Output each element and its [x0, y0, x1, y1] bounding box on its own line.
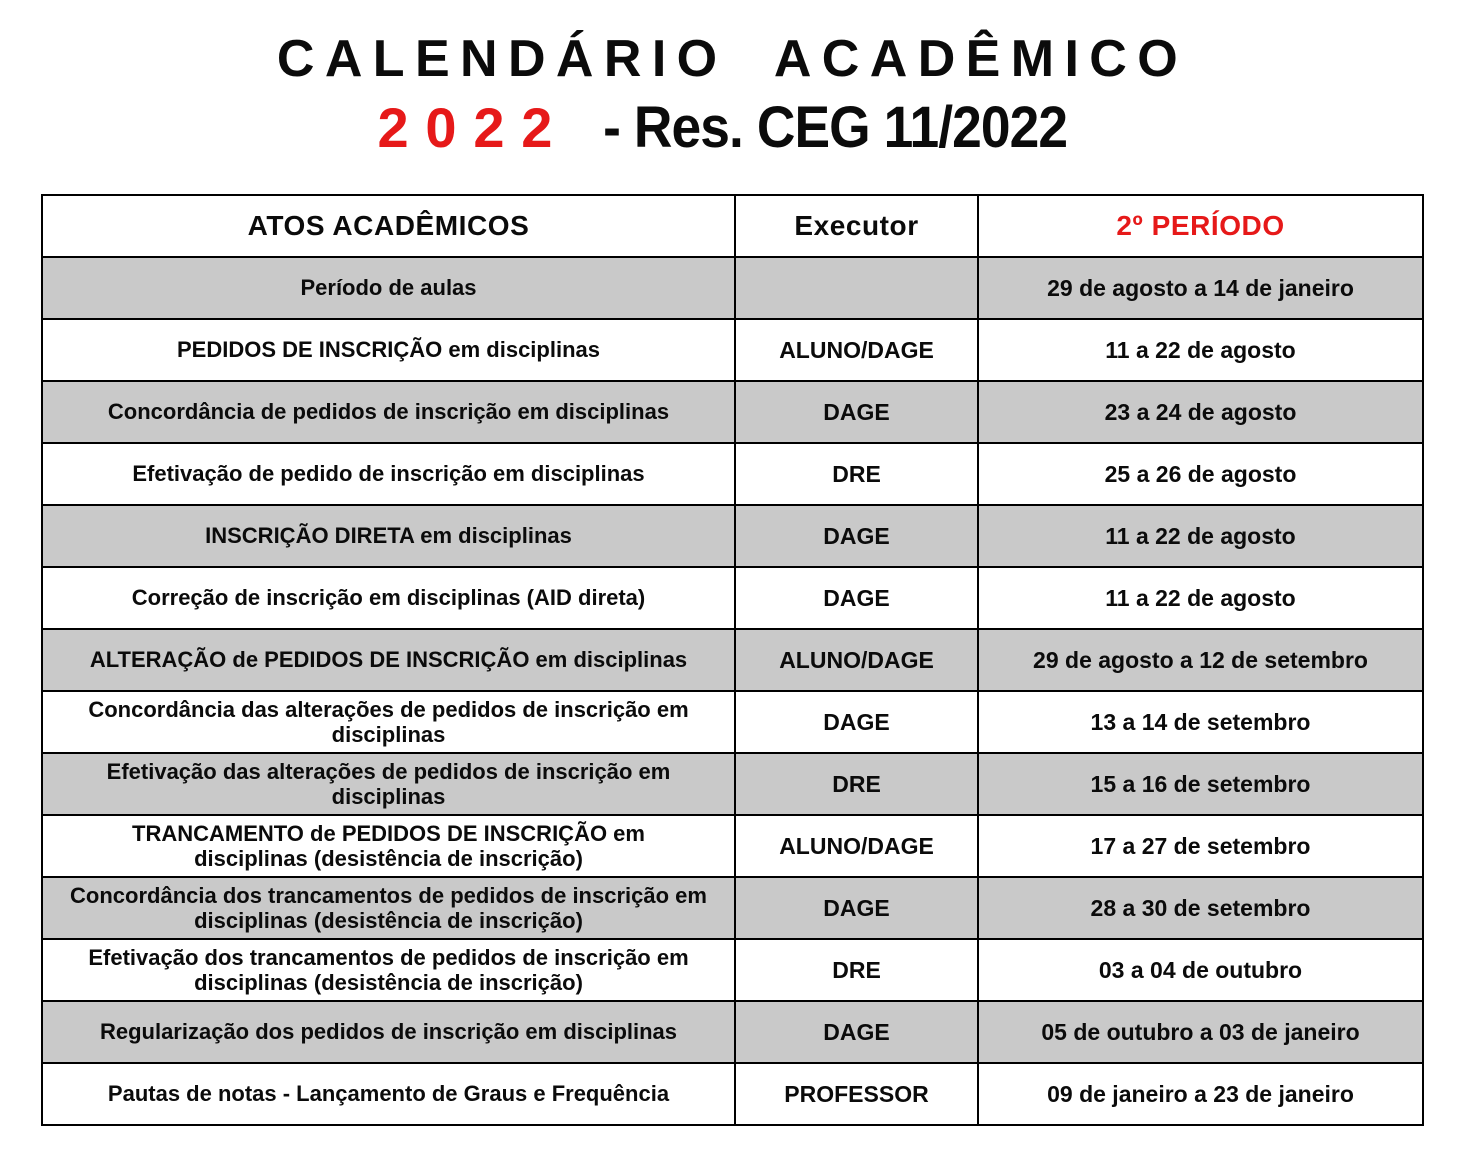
table-row: [42, 319, 1423, 381]
header-executor: Executor: [735, 195, 978, 257]
ato-cell: Efetivação de pedido de inscrição em disciplinas: [42, 443, 735, 505]
executor-cell: DRE: [735, 443, 978, 505]
table-row: [42, 629, 1423, 691]
executor-cell: DAGE: [735, 505, 978, 567]
periodo-cell: 11 a 22 de agosto: [978, 319, 1423, 381]
periodo-cell: 03 a 04 de outubro: [978, 939, 1423, 1001]
executor-cell: PROFESSOR: [735, 1063, 978, 1125]
executor-cell: ALUNO/DAGE: [735, 629, 978, 691]
periodo-cell: 29 de agosto a 12 de setembro: [978, 629, 1423, 691]
ato-cell: Regularização dos pedidos de inscrição em disciplinas: [42, 1001, 735, 1063]
ato-cell: Concordância de pedidos de inscrição em disciplinas: [42, 381, 735, 443]
table-row: [42, 505, 1423, 567]
calendar-table: [41, 194, 1424, 1126]
executor-cell: DRE: [735, 939, 978, 1001]
ato-cell: INSCRIÇÃO DIRETA em disciplinas: [42, 505, 735, 567]
periodo-cell: 05 de outubro a 03 de janeiro: [978, 1001, 1423, 1063]
calendar-page: [0, 30, 1465, 1168]
subtitle-year: 2022: [377, 96, 570, 160]
executor-cell: DAGE: [735, 691, 978, 753]
periodo-cell: 11 a 22 de agosto: [978, 505, 1423, 567]
table-row: [42, 1001, 1423, 1063]
table-row: [42, 443, 1423, 505]
table-row: [42, 815, 1423, 877]
executor-cell: DAGE: [735, 567, 978, 629]
table-row: [42, 567, 1423, 629]
table-row: [42, 257, 1423, 319]
periodo-cell: 15 a 16 de setembro: [978, 753, 1423, 815]
ato-cell: Pautas de notas - Lançamento de Graus e Frequência: [42, 1063, 735, 1125]
header-row: [42, 195, 1423, 257]
executor-cell: DAGE: [735, 381, 978, 443]
executor-cell: [735, 257, 978, 319]
table-row: [42, 753, 1423, 815]
table-row: [42, 381, 1423, 443]
executor-cell: ALUNO/DAGE: [735, 815, 978, 877]
executor-cell: DAGE: [735, 877, 978, 939]
page-subtitle: [0, 96, 1465, 160]
table-row: [42, 939, 1423, 1001]
periodo-cell: 17 a 27 de setembro: [978, 815, 1423, 877]
table-header: [42, 195, 1423, 257]
periodo-cell: 09 de janeiro a 23 de janeiro: [978, 1063, 1423, 1125]
page-title: CALENDÁRIO ACADÊMICO: [276, 30, 1189, 88]
ato-cell: Efetivação dos trancamentos de pedidos de inscrição em disciplinas (desistência de inscrição): [42, 939, 735, 1001]
ato-cell: Efetivação das alterações de pedidos de inscrição em disciplinas: [42, 753, 735, 815]
header-segundo-periodo: 2º PERÍODO: [978, 195, 1423, 257]
table-row: [42, 877, 1423, 939]
subtitle-resolution: - Res. CEG 11/2022: [603, 95, 1068, 161]
executor-cell: ALUNO/DAGE: [735, 319, 978, 381]
ato-cell: TRANCAMENTO de PEDIDOS DE INSCRIÇÃO em disciplinas (desistência de inscrição): [42, 815, 735, 877]
ato-cell: Correção de inscrição em disciplinas (AID direta): [42, 567, 735, 629]
periodo-cell: 23 a 24 de agosto: [978, 381, 1423, 443]
table-row: [42, 691, 1423, 753]
header-atos-academicos: ATOS ACADÊMICOS: [42, 195, 735, 257]
periodo-cell: 13 a 14 de setembro: [978, 691, 1423, 753]
periodo-cell: 11 a 22 de agosto: [978, 567, 1423, 629]
ato-cell: PEDIDOS DE INSCRIÇÃO em disciplinas: [42, 319, 735, 381]
periodo-cell: 28 a 30 de setembro: [978, 877, 1423, 939]
periodo-cell: 25 a 26 de agosto: [978, 443, 1423, 505]
ato-cell: Concordância dos trancamentos de pedidos de inscrição em disciplinas (desistência de inscrição): [42, 877, 735, 939]
ato-cell: Concordância das alterações de pedidos de inscrição em disciplinas: [42, 691, 735, 753]
executor-cell: DRE: [735, 753, 978, 815]
ato-cell: ALTERAÇÃO de PEDIDOS DE INSCRIÇÃO em disciplinas: [42, 629, 735, 691]
table-row: [42, 1063, 1423, 1125]
executor-cell: DAGE: [735, 1001, 978, 1063]
periodo-cell: 29 de agosto a 14 de janeiro: [978, 257, 1423, 319]
ato-cell: Período de aulas: [42, 257, 735, 319]
